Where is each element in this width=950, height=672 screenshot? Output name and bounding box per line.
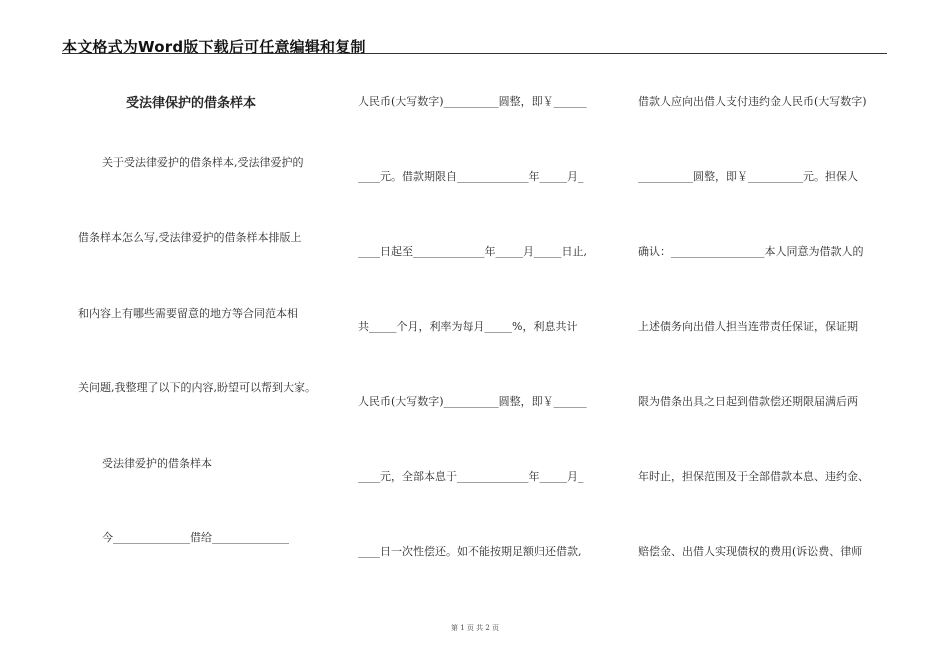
col2-line: 共_____个月，利率为每月_____%，利息共计 xyxy=(358,320,578,333)
col3-line: 借款人应向出借人支付违约金人民币(大写数字) xyxy=(638,95,867,108)
col1-line: 关问题,我整理了以下的内容,盼望可以帮到大家。 xyxy=(78,381,316,394)
col1-line: 今______________借给______________ xyxy=(102,531,289,544)
document-title: 受法律保护的借条样本 xyxy=(126,96,257,111)
col2-line: 人民币(大写数字)__________圆整，即￥______ xyxy=(358,95,587,108)
col2-line: ____元，全部本息于_____________年_____月_ xyxy=(358,470,584,483)
col1-line: 和内容上有哪些需要留意的地方等合同范本相 xyxy=(78,307,298,320)
col1-line: 借条样本怎么写,受法律爱护的借条样本排版上 xyxy=(78,231,302,244)
col1-line: 关于受法律爱护的借条样本,受法律爱护的 xyxy=(102,156,304,169)
col2-line: ____日起至_____________年_____月_____日止, xyxy=(358,245,587,258)
col2-line: ____日一次性偿还。如不能按期足额归还借款, xyxy=(358,545,582,558)
col3-line: 赔偿金、出借人实现债权的费用(诉讼费、律师 xyxy=(638,545,863,558)
col3-line: __________圆整，即￥__________元。担保人 xyxy=(638,170,858,183)
col2-line: 人民币(大写数字)__________圆整，即￥______ xyxy=(358,395,587,408)
col3-line: 确认：_________________本人同意为借款人的 xyxy=(638,245,864,258)
col3-line: 上述债务向出借人担当连带责任保证，保证期 xyxy=(638,320,858,333)
col3-line: 年时止，担保范围及于全部借款本息、违约金、 xyxy=(638,470,869,483)
col3-line: 限为借条出具之日起到借款偿还期限届满后两 xyxy=(638,395,858,408)
document-header: 本文格式为Word版下载后可任意编辑和复制 xyxy=(62,38,366,56)
page-number: 第 1 页 共 2 页 xyxy=(450,624,500,632)
col1-line: 受法律爱护的借条样本 xyxy=(102,457,212,470)
col2-line: ____元。借款期限自_____________年_____月_ xyxy=(358,170,584,183)
header-divider xyxy=(62,53,887,54)
